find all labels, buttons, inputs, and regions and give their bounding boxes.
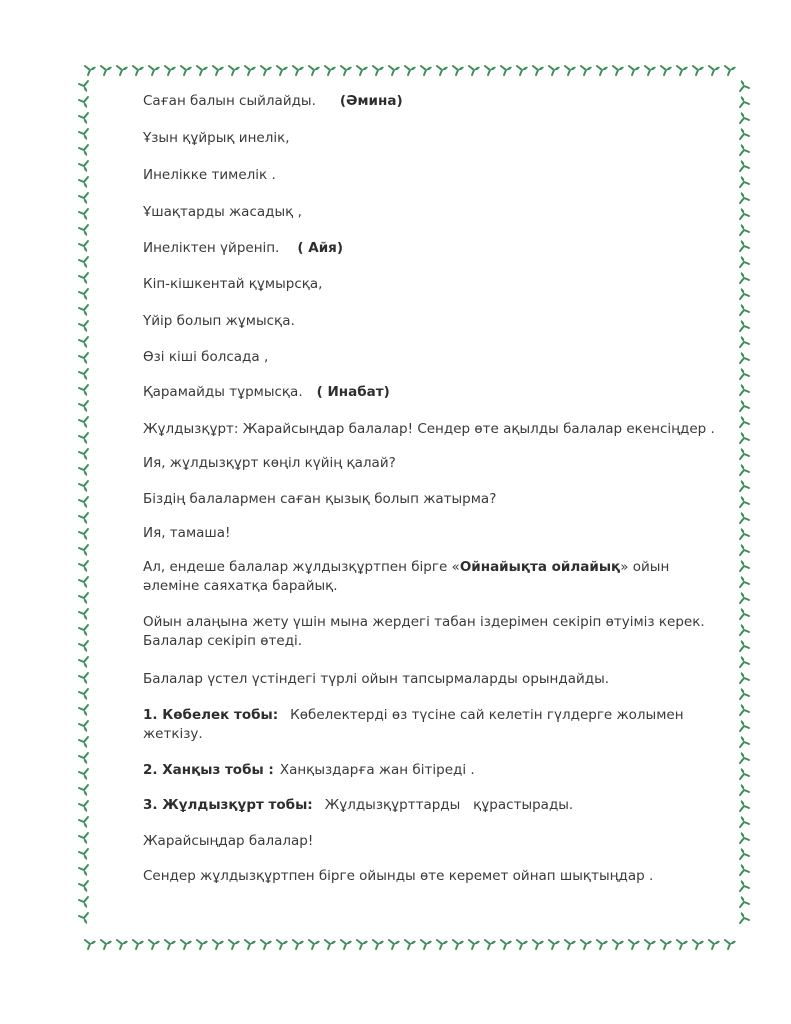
border-leaf-icon — [421, 66, 432, 75]
border-leaf-icon — [501, 940, 512, 949]
border-leaf-icon — [453, 66, 464, 75]
border-leaf-icon — [661, 66, 672, 75]
border-leaf-icon — [229, 940, 240, 949]
border-leaf-icon — [197, 66, 208, 75]
poem-line: Ұшақтарды жасадық , — [143, 204, 302, 220]
border-leaf-icon — [740, 128, 749, 139]
border-leaf-icon — [549, 66, 560, 75]
border-leaf-icon — [117, 940, 128, 949]
paragraph: Балалар үстел үстіндегі түрлі ойын тапсырмаларды орындайды. — [143, 671, 610, 687]
border-leaf-icon — [293, 940, 304, 949]
border-leaf-icon — [437, 66, 448, 75]
border-leaf-icon — [79, 609, 88, 620]
border-leaf-icon — [261, 66, 272, 75]
group-text: Көбелектерді өз түсіне сай келетін гүлдерге жолымен жеткізу. — [143, 707, 684, 742]
poem-text: Инеліктен үйреніп. — [143, 240, 280, 256]
border-leaf-icon — [79, 321, 88, 332]
border-leaf-icon — [133, 66, 144, 75]
border-leaf-icon — [181, 66, 192, 75]
border-leaf-icon — [79, 689, 88, 700]
border-leaf-icon — [677, 66, 688, 75]
border-leaf-icon — [740, 832, 749, 843]
border-leaf-icon — [740, 144, 749, 155]
border-leaf-icon — [79, 257, 88, 268]
dialogue-line: Ия, тамаша! — [143, 525, 231, 541]
border-leaf-icon — [740, 224, 749, 235]
border-leaf-icon — [101, 66, 112, 75]
border-leaf-icon — [740, 528, 749, 539]
border-leaf-icon — [565, 940, 576, 949]
border-leaf-icon — [79, 385, 88, 396]
border-leaf-icon — [79, 113, 88, 124]
border-leaf-icon — [740, 688, 749, 699]
border-leaf-icon — [421, 940, 432, 949]
author-name: ( Айя) — [297, 240, 344, 256]
border-leaf-icon — [693, 940, 704, 949]
border-leaf-icon — [197, 940, 208, 949]
border-leaf-icon — [79, 241, 88, 252]
border-leaf-icon — [740, 800, 749, 811]
border-leaf-icon — [645, 66, 656, 75]
border-leaf-icon — [740, 656, 749, 667]
border-leaf-icon — [581, 66, 592, 75]
border-leaf-icon — [79, 545, 88, 556]
poem-line — [143, 239, 343, 258]
border-leaf-icon — [597, 66, 608, 75]
border-leaf-icon — [501, 66, 512, 75]
border-leaf-icon — [373, 940, 384, 949]
border-leaf-icon — [79, 449, 88, 460]
border-leaf-icon — [149, 66, 160, 75]
border-leaf-icon — [79, 641, 88, 652]
border-leaf-icon — [149, 940, 160, 949]
group-label: 2. Ханқыз тобы : — [143, 762, 274, 778]
border-leaf-icon — [79, 657, 88, 668]
border-leaf-icon — [740, 320, 749, 331]
border-leaf-icon — [165, 940, 176, 949]
border-leaf-icon — [373, 66, 384, 75]
border-leaf-icon — [79, 673, 88, 684]
border-leaf-icon — [79, 897, 88, 908]
border-leaf-icon — [725, 66, 736, 75]
border-leaf-icon — [389, 66, 400, 75]
border-leaf-icon — [79, 849, 88, 860]
border-leaf-icon — [213, 940, 224, 949]
border-leaf-icon — [613, 940, 624, 949]
border-leaf-icon — [709, 940, 720, 949]
border-leaf-icon — [309, 66, 320, 75]
border-leaf-icon — [740, 96, 749, 107]
border-leaf-icon — [740, 112, 749, 123]
poem-line — [143, 383, 390, 402]
border-leaf-icon — [405, 940, 416, 949]
border-leaf-icon — [740, 496, 749, 507]
border-leaf-icon — [357, 66, 368, 75]
border-leaf-icon — [740, 480, 749, 491]
border-leaf-icon — [79, 129, 88, 140]
border-leaf-icon — [661, 940, 672, 949]
border-leaf-icon — [79, 705, 88, 716]
border-leaf-icon — [740, 160, 749, 171]
border-leaf-icon — [79, 721, 88, 732]
border-leaf-icon — [79, 913, 88, 924]
border-leaf-icon — [740, 432, 749, 443]
border-leaf-icon — [79, 465, 88, 476]
border-leaf-icon — [740, 272, 749, 283]
border-leaf-icon — [79, 817, 88, 828]
author-name: (Әмина) — [339, 93, 403, 109]
border-leaf-icon — [740, 640, 749, 651]
border-leaf-icon — [740, 176, 749, 187]
group-text: Жұлдызқұрттарды құрастырады. — [324, 797, 574, 813]
border-leaf-icon — [165, 66, 176, 75]
border-leaf-icon — [533, 940, 544, 949]
group-text: Ханқыздарға жан бітіреді . — [279, 762, 475, 778]
border-leaf-icon — [740, 768, 749, 779]
border-leaf-icon — [613, 66, 624, 75]
dialogue-line: Жұлдызқұрт: Жарайсыңдар балалар! Сендер өте ақылды балалар екенсіңдер . — [143, 421, 715, 437]
border-leaf-icon — [79, 353, 88, 364]
border-leaf-icon — [740, 400, 749, 411]
border-leaf-icon — [740, 816, 749, 827]
border-leaf-icon — [85, 940, 96, 949]
border-leaf-icon — [740, 368, 749, 379]
border-leaf-icon — [79, 273, 88, 284]
group-label: 1. Көбелек тобы: — [143, 707, 279, 723]
border-leaf-icon — [740, 512, 749, 523]
border-leaf-icon — [485, 66, 496, 75]
group-label: 3. Жұлдызқұрт тобы: — [143, 797, 313, 813]
border-leaf-icon — [740, 592, 749, 603]
poem-line: Кіп-кішкентай құмырсқа, — [143, 276, 323, 292]
paragraph-text: Ал, ендеше балалар жұлдызқұртпен бірге « — [143, 559, 460, 575]
border-leaf-icon — [740, 624, 749, 635]
group-task — [143, 706, 723, 744]
border-leaf-icon — [740, 912, 749, 923]
border-leaf-icon — [79, 417, 88, 428]
border-leaf-icon — [485, 940, 496, 949]
border-leaf-icon — [709, 66, 720, 75]
poem-line — [143, 92, 403, 111]
border-leaf-icon — [740, 448, 749, 459]
border-leaf-icon — [740, 704, 749, 715]
poem-line: Өзі кіші болсада , — [143, 349, 269, 365]
border-leaf-icon — [740, 288, 749, 299]
border-leaf-icon — [79, 289, 88, 300]
border-leaf-icon — [740, 80, 749, 91]
border-leaf-icon — [740, 672, 749, 683]
paragraph-text: » ойын әлеміне саяхатқа барайық. — [143, 559, 670, 594]
author-name: ( Инабат) — [316, 384, 390, 400]
border-leaf-icon — [740, 864, 749, 875]
closing-line: Жарайсыңдар балалар! — [143, 833, 314, 849]
border-leaf-icon — [645, 940, 656, 949]
border-leaf-icon — [79, 833, 88, 844]
border-leaf-icon — [79, 785, 88, 796]
dialogue-line: Біздің балалармен саған қызық болып жатырма? — [143, 491, 497, 507]
border-leaf-icon — [341, 66, 352, 75]
border-leaf-icon — [79, 737, 88, 748]
border-leaf-icon — [740, 208, 749, 219]
border-leaf-icon — [79, 97, 88, 108]
border-leaf-icon — [79, 177, 88, 188]
border-leaf-icon — [261, 940, 272, 949]
border-leaf-icon — [740, 240, 749, 251]
border-leaf-icon — [629, 66, 640, 75]
paragraph — [143, 558, 723, 596]
border-leaf-icon — [325, 940, 336, 949]
border-leaf-icon — [740, 384, 749, 395]
border-leaf-icon — [79, 337, 88, 348]
border-leaf-icon — [597, 940, 608, 949]
border-leaf-icon — [79, 433, 88, 444]
border-leaf-icon — [79, 801, 88, 812]
border-leaf-icon — [79, 881, 88, 892]
border-leaf-icon — [79, 561, 88, 572]
border-leaf-icon — [79, 529, 88, 540]
border-leaf-icon — [79, 513, 88, 524]
poem-text: Қарамайды тұрмысқа. — [143, 384, 303, 400]
group-task — [143, 796, 573, 815]
border-leaf-icon — [740, 192, 749, 203]
closing-line: Сендер жұлдызқұртпен бірге ойынды өте керемет ойнап шықтыңдар . — [143, 868, 654, 884]
border-leaf-icon — [213, 66, 224, 75]
border-leaf-icon — [740, 736, 749, 747]
border-leaf-icon — [740, 464, 749, 475]
border-leaf-icon — [79, 625, 88, 636]
border-leaf-icon — [740, 720, 749, 731]
border-leaf-icon — [79, 193, 88, 204]
border-leaf-icon — [453, 940, 464, 949]
border-leaf-icon — [740, 544, 749, 555]
border-leaf-icon — [677, 940, 688, 949]
border-leaf-icon — [740, 752, 749, 763]
border-leaf-icon — [79, 369, 88, 380]
poem-line: Инелікке тимелік . — [143, 167, 276, 183]
border-leaf-icon — [629, 940, 640, 949]
border-leaf-icon — [79, 577, 88, 588]
border-leaf-icon — [79, 225, 88, 236]
border-leaf-icon — [117, 66, 128, 75]
border-leaf-icon — [245, 940, 256, 949]
border-leaf-icon — [405, 66, 416, 75]
border-leaf-icon — [693, 66, 704, 75]
border-leaf-icon — [79, 401, 88, 412]
paragraph: Ойын алаңына жету үшін мына жердегі табан іздерімен секіріп өтуіміз керек. Балалар секіріп өтеді. — [143, 614, 705, 649]
border-leaf-icon — [309, 940, 320, 949]
border-leaf-icon — [740, 896, 749, 907]
border-leaf-icon — [79, 145, 88, 156]
border-leaf-icon — [517, 66, 528, 75]
border-leaf-icon — [740, 848, 749, 859]
border-leaf-icon — [740, 416, 749, 427]
border-leaf-icon — [79, 209, 88, 220]
border-leaf-icon — [79, 481, 88, 492]
border-leaf-icon — [517, 940, 528, 949]
border-leaf-icon — [740, 880, 749, 891]
border-leaf-icon — [740, 304, 749, 315]
border-leaf-icon — [740, 352, 749, 363]
border-leaf-icon — [277, 66, 288, 75]
border-leaf-icon — [549, 940, 560, 949]
border-leaf-icon — [85, 66, 96, 75]
dialogue-line: Ия, жұлдызқұрт көңіл күйің қалай? — [143, 455, 396, 471]
border-leaf-icon — [79, 305, 88, 316]
border-leaf-icon — [79, 865, 88, 876]
border-leaf-icon — [389, 940, 400, 949]
border-leaf-icon — [79, 753, 88, 764]
border-leaf-icon — [245, 66, 256, 75]
border-leaf-icon — [533, 66, 544, 75]
border-leaf-icon — [740, 560, 749, 571]
border-leaf-icon — [581, 940, 592, 949]
border-leaf-icon — [469, 66, 480, 75]
poem-line: Үйір болып жұмысқа. — [143, 313, 295, 329]
border-leaf-icon — [79, 593, 88, 604]
border-leaf-icon — [740, 336, 749, 347]
border-leaf-icon — [437, 940, 448, 949]
game-title: Ойнайықта ойлайық — [459, 559, 621, 575]
border-leaf-icon — [133, 940, 144, 949]
border-leaf-icon — [181, 940, 192, 949]
border-leaf-icon — [293, 66, 304, 75]
border-leaf-icon — [740, 608, 749, 619]
border-leaf-icon — [740, 784, 749, 795]
border-leaf-icon — [229, 66, 240, 75]
border-leaf-icon — [740, 256, 749, 267]
poem-text: Саған балын сыйлайды. — [143, 93, 316, 109]
border-leaf-icon — [79, 497, 88, 508]
border-leaf-icon — [341, 940, 352, 949]
border-leaf-icon — [79, 769, 88, 780]
border-leaf-icon — [325, 66, 336, 75]
border-leaf-icon — [277, 940, 288, 949]
border-leaf-icon — [101, 940, 112, 949]
group-task — [143, 761, 475, 780]
border-leaf-icon — [725, 940, 736, 949]
poem-line: Ұзын құйрық инелік, — [143, 130, 290, 146]
border-leaf-icon — [79, 161, 88, 172]
border-leaf-icon — [79, 81, 88, 92]
border-leaf-icon — [740, 576, 749, 587]
border-leaf-icon — [565, 66, 576, 75]
border-leaf-icon — [357, 940, 368, 949]
border-leaf-icon — [469, 940, 480, 949]
